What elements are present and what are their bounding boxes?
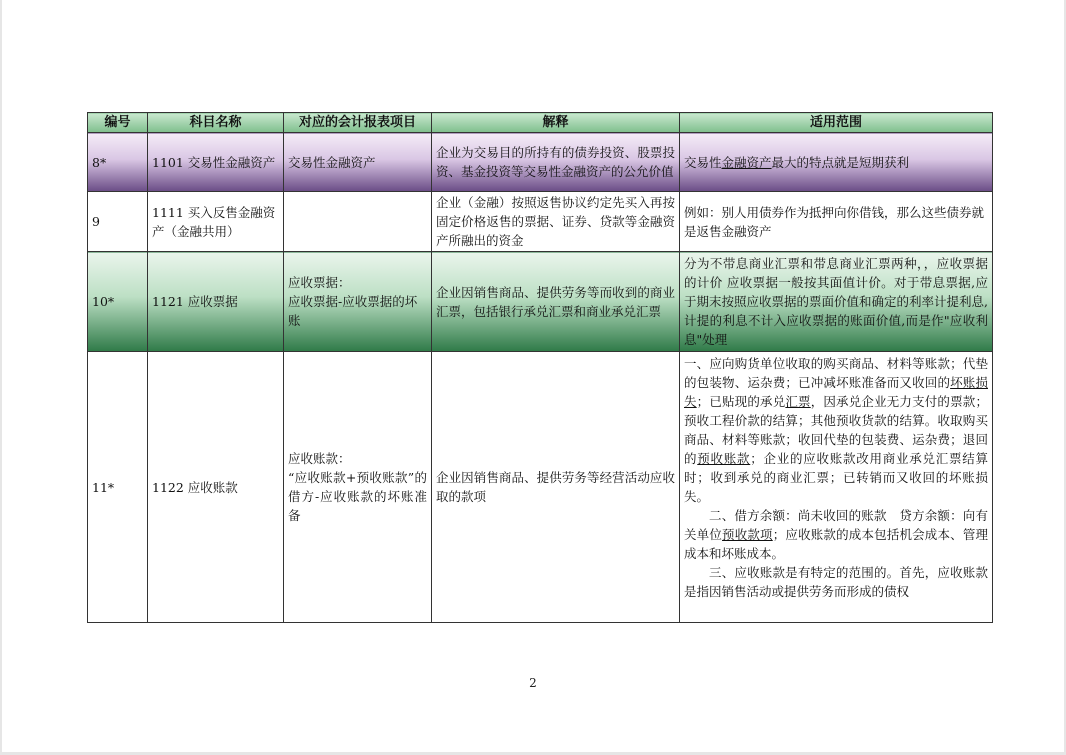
scope-content	[684, 354, 988, 622]
table-row	[88, 252, 993, 352]
header-explanation: 解释	[432, 113, 680, 133]
header-report-item: 对应的会计报表项目	[284, 113, 432, 133]
row-number: 10*	[88, 252, 148, 352]
scope-text: ，因承兑企业无力支付的票款；预收工程价款的结算；其他预收货款的结算。收取购买商品、材料等账款；收回代垫的包装费、运杂费；退回的	[684, 394, 988, 466]
scope-paragraph	[684, 506, 988, 563]
scope-text: ；企业的应收账款改用商业承兑汇票结算时；收到承兑的商业汇票；已转销而又收回的坏账损失。	[684, 451, 988, 504]
table-row	[88, 352, 993, 623]
explanation: 企业因销售商品、提供劳务等而收到的商业汇票，包括银行承兑汇票和商业承兑汇票	[432, 252, 680, 352]
scope-text: 交易性	[684, 154, 722, 170]
row-number: 8*	[88, 133, 148, 192]
explanation: 企业（金融）按照返售协议约定先买入再按固定价格返售的票据、证券、贷款等金融资产所融出的资金	[432, 192, 680, 252]
scope	[680, 133, 993, 192]
subject-name: 1122 应收账款	[148, 352, 284, 623]
scope-underlined-text: 汇票	[785, 394, 811, 409]
accounting-subjects-table	[87, 112, 993, 623]
scope: 例如：别人用债券作为抵押向你借钱，那么这些债券就是返售金融资产	[680, 192, 993, 252]
scope-text: 二、借方余额：尚未收回的账款 贷方余额：向有关单位	[684, 508, 988, 542]
header-subject-name: 科目名称	[148, 113, 284, 133]
explanation: 企业因销售商品、提供劳务等经营活动应收取的款项	[432, 352, 680, 623]
report-item	[284, 352, 432, 623]
scope-text: 最大的特点就是短期获利	[771, 154, 910, 170]
header-scope: 适用范围	[680, 113, 993, 133]
page-number: 2	[529, 676, 537, 690]
explanation: 企业为交易目的所持有的债券投资、股票投资、基金投资等交易性金融资产的公允价值	[432, 133, 680, 192]
report-item	[284, 252, 432, 352]
report-item-line: “应收账款+预收账款”的借方-应收账款的坏账准备	[288, 470, 427, 523]
scope-underlined-text: 预收账款	[697, 451, 751, 466]
report-item-line: 应收票据：	[288, 275, 351, 290]
scope: 分为不带息商业汇票和带息商业汇票两种，，应收票据的计价 应收票据一般按其面值计价。对于带息票据,应于期末按照应收票据的票面价值和确定的利率计提利息,计提的利息不计入应收票据的账面价值,而是作"应收利息"处理	[680, 252, 993, 352]
document-page	[2, 0, 1064, 752]
table-row	[88, 192, 993, 252]
subject-name: 1121 应收票据	[148, 252, 284, 352]
report-item-line: 应收账款：	[288, 451, 351, 466]
table-header-row	[88, 113, 993, 133]
scope-underlined-text: 坏账损失	[684, 375, 988, 409]
subject-name: 1111 买入反售金融资产（金融共用）	[148, 192, 284, 252]
scope-text: 一、应向购货单位收取的购买商品、材料等账款；代垫的包装物、运杂费；已冲减坏账准备而又收回的	[684, 356, 988, 390]
scope-underlined-text: 金融资产	[721, 154, 772, 170]
report-item-line: 应收票据-应收票据的坏账	[288, 294, 418, 328]
report-item	[284, 192, 432, 252]
scope-text: ；应收账款的成本包括机会成本、管理成本和坏账成本。	[684, 527, 988, 561]
header-number: 编号	[88, 113, 148, 133]
scope-text: ；已贴现的承兑	[696, 394, 786, 409]
scope-paragraph: 三、应收账款是有特定的范围的。首先，应收账款是指因销售活动或提供劳务而形成的债权	[684, 565, 988, 599]
report-item: 交易性金融资产	[284, 133, 432, 192]
table-row	[88, 133, 993, 192]
row-number: 11*	[88, 352, 148, 623]
subject-name: 1101 交易性金融资产	[148, 133, 284, 192]
scope-underlined-text: 预收款项	[722, 527, 773, 542]
row-number: 9	[88, 192, 148, 252]
scope	[680, 352, 993, 623]
